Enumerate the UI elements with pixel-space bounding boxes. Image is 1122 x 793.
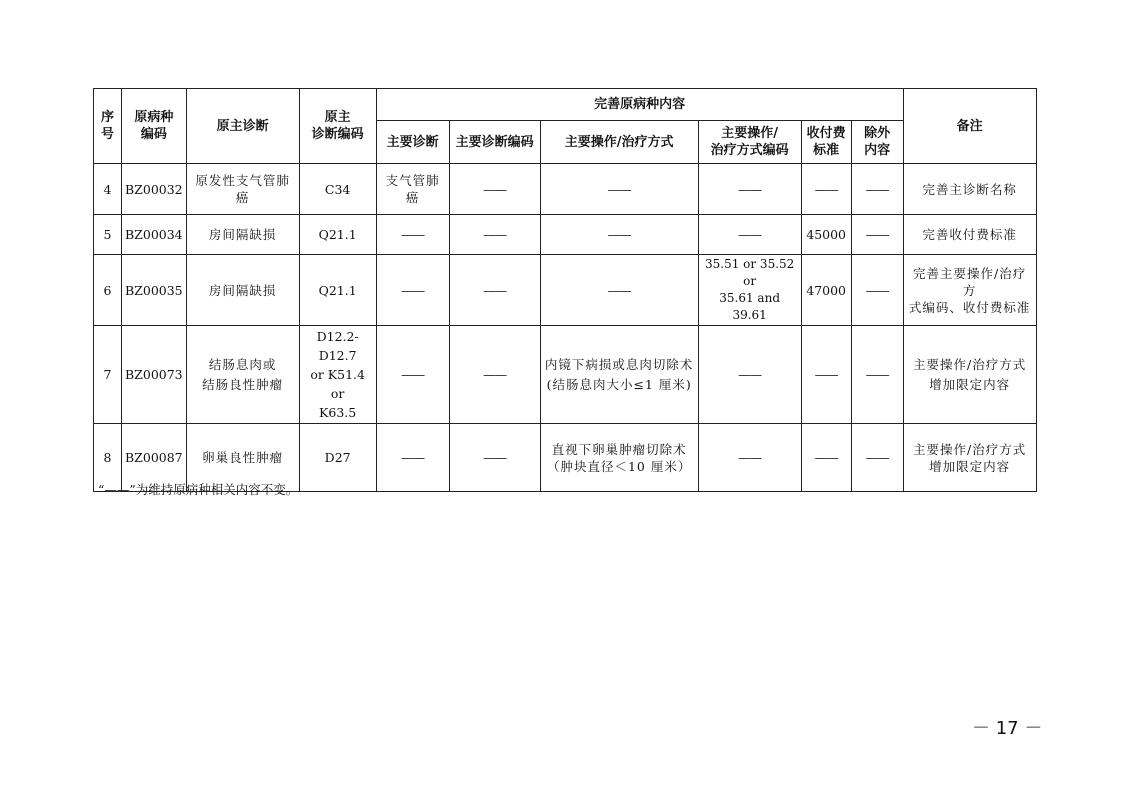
cell-seq: 6 (94, 255, 122, 326)
cell-diag-code: Q21.1 (299, 215, 376, 255)
cell-code: BZ00035 (122, 255, 187, 326)
header-remark: 备注 (903, 89, 1036, 164)
cell-remark: 完善主要操作/治疗方 式编码、收付费标准 (903, 255, 1036, 326)
header-main-diag: 主要诊断 (376, 121, 449, 164)
header-main-op-code: 主要操作/ 治疗方式编码 (698, 121, 801, 164)
cell-main-op-code: 35.51 or 35.52 or 35.61 and 39.61 (698, 255, 801, 326)
header-main-diag-code: 主要诊断编码 (449, 121, 540, 164)
cell-fee: —— (801, 164, 851, 215)
cell-main-diag-code: —— (449, 164, 540, 215)
cell-fee: 47000 (801, 255, 851, 326)
cell-main-op-code: —— (698, 424, 801, 492)
cell-main-op-code: —— (698, 215, 801, 255)
page-number: － 17 － (972, 718, 1043, 739)
cell-main-op: —— (540, 164, 698, 215)
cell-main-diag: —— (376, 215, 449, 255)
cell-main-diag-code: —— (449, 255, 540, 326)
header-orig-diag: 原主诊断 (186, 89, 299, 164)
cell-remark: 完善主诊断名称 (903, 164, 1036, 215)
cell-exclude: —— (851, 255, 903, 326)
cell-main-diag-code: —— (449, 424, 540, 492)
cell-diag-code: D12.2-D12.7 or K51.4 or K63.5 (299, 326, 376, 424)
header-group-title: 完善原病种内容 (376, 89, 903, 121)
cell-exclude: —— (851, 326, 903, 424)
cell-main-diag: 支气管肺癌 (376, 164, 449, 215)
cell-main-op: 内镜下病损或息肉切除术 (结肠息肉大小≤1 厘米) (540, 326, 698, 424)
cell-remark: 完善收付费标准 (903, 215, 1036, 255)
cell-fee: 45000 (801, 215, 851, 255)
cell-main-op: 直视下卵巢肿瘤切除术 （肿块直径＜10 厘米） (540, 424, 698, 492)
cell-diag-code: Q21.1 (299, 255, 376, 326)
header-main-op: 主要操作/治疗方式 (540, 121, 698, 164)
header-fee: 收付费 标准 (801, 121, 851, 164)
header-orig-diag-code: 原主 诊断编码 (299, 89, 376, 164)
disease-catalog-table (93, 88, 1037, 492)
cell-main-diag-code: —— (449, 215, 540, 255)
cell-code: BZ00034 (122, 215, 187, 255)
cell-main-diag: —— (376, 255, 449, 326)
cell-diag: 卵巢良性肿瘤 (186, 424, 299, 492)
table-row (94, 164, 1037, 215)
footnote: “——”为维持原病种相关内容不变。 (98, 482, 299, 497)
cell-seq: 4 (94, 164, 122, 215)
cell-code: BZ00032 (122, 164, 187, 215)
header-exclude: 除外 内容 (851, 121, 903, 164)
table-row (94, 326, 1037, 424)
header-seq: 序 号 (94, 89, 122, 164)
cell-diag-code: D27 (299, 424, 376, 492)
cell-diag: 结肠息肉或 结肠良性肿瘤 (186, 326, 299, 424)
cell-seq: 7 (94, 326, 122, 424)
cell-remark: 主要操作/治疗方式 增加限定内容 (903, 424, 1036, 492)
cell-diag: 原发性支气管肺癌 (186, 164, 299, 215)
cell-main-op: —— (540, 255, 698, 326)
cell-main-op-code: —— (698, 164, 801, 215)
cell-fee: —— (801, 326, 851, 424)
header-orig-code: 原病种 编码 (122, 89, 187, 164)
cell-exclude: —— (851, 215, 903, 255)
cell-main-op: —— (540, 215, 698, 255)
cell-seq: 8 (94, 424, 122, 492)
cell-exclude: —— (851, 164, 903, 215)
cell-main-diag-code: —— (449, 326, 540, 424)
cell-remark: 主要操作/治疗方式 增加限定内容 (903, 326, 1036, 424)
cell-main-op-code: —— (698, 326, 801, 424)
cell-diag-code: C34 (299, 164, 376, 215)
cell-main-diag: —— (376, 424, 449, 492)
cell-main-diag: —— (376, 326, 449, 424)
cell-code: BZ00073 (122, 326, 187, 424)
cell-diag: 房间隔缺损 (186, 215, 299, 255)
table-row (94, 215, 1037, 255)
cell-diag: 房间隔缺损 (186, 255, 299, 326)
cell-seq: 5 (94, 215, 122, 255)
cell-code: BZ00087 (122, 424, 187, 492)
cell-exclude: —— (851, 424, 903, 492)
cell-fee: —— (801, 424, 851, 492)
table-row (94, 255, 1037, 326)
